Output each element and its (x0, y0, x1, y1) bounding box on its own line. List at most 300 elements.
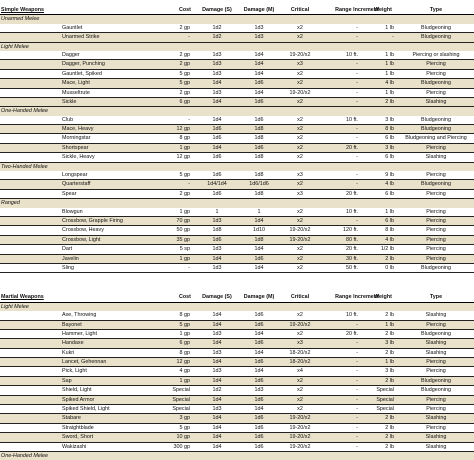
cell-damage-medium: 1d6 (254, 312, 264, 319)
cell-weight: 4 lb (385, 80, 394, 87)
cell-damage-small: 1d4 (212, 359, 222, 366)
weapon-name: Javelin (62, 255, 79, 262)
cell-damage-small: 1d4 (212, 144, 222, 151)
header-damage-medium: Damage (M) (243, 7, 275, 13)
cell-damage-medium: 1d4 (254, 70, 264, 77)
cell-range-increment: - (356, 80, 358, 87)
header-weight: Weight (374, 294, 392, 301)
cell-cost: 35 gp (176, 236, 190, 243)
cell-cost: Special (172, 387, 190, 394)
group-label-text: Two-Handed Melee (1, 163, 48, 170)
cell-damage-medium: 1d3 (254, 24, 264, 31)
table-row (0, 60, 474, 69)
table-row (0, 367, 474, 376)
cell-damage-medium: 1d6 (254, 144, 264, 151)
group-label (0, 303, 474, 311)
weapon-name: Spiked Shield, Light (62, 406, 110, 413)
cell-critical: x3 (297, 61, 303, 68)
table-row (0, 330, 474, 339)
cell-damage-type: Piercing or slashing (412, 51, 460, 58)
cell-weight: 2 lb (385, 415, 394, 422)
cell-critical: x2 (297, 24, 303, 31)
weapon-name: Crossbow, Grapple Firing (62, 217, 123, 224)
cell-weight: 2 lb (385, 424, 394, 431)
cell-damage-small: 1d4 (212, 321, 222, 328)
cell-range-increment: - (356, 172, 358, 179)
weapon-name: Crossbow, Heavy (62, 227, 104, 234)
cell-damage-small: 1d3 (212, 330, 222, 337)
cell-damage-medium: 1d4 (254, 330, 264, 337)
cell-damage-type: Slashing (425, 415, 447, 422)
cell-cost: - (188, 264, 190, 271)
cell-weight: 1 lb (385, 61, 394, 68)
cell-damage-medium: 1d3 (254, 387, 264, 394)
cell-range-increment: 50 ft. (346, 264, 358, 271)
cell-cost: 5 gp (179, 70, 190, 77)
header-critical: Critical (290, 294, 310, 301)
cell-critical: x2 (297, 154, 303, 161)
cell-damage-type: Bludgeoning (421, 377, 451, 384)
cell-weight: 1 lb (385, 359, 394, 366)
cell-cost: - (188, 34, 190, 41)
header-cost: Cost (179, 7, 191, 13)
header-damage-type: Type (429, 294, 443, 301)
cell-damage-type: Piercing (426, 61, 446, 68)
header-damage-medium: Damage (M) (243, 294, 275, 301)
cell-critical: x2 (297, 70, 303, 77)
table-row (0, 311, 474, 320)
cell-weight: 2 lb (385, 349, 394, 356)
cell-range-increment: 80 ft. (346, 236, 358, 243)
cell-weight: 2 lb (385, 377, 394, 384)
table-row (0, 377, 474, 386)
cell-range-increment: 10 ft. (346, 51, 358, 58)
cell-weight: 6 lb (385, 135, 394, 142)
cell-weight: 2 lb (385, 330, 394, 337)
group-label (0, 43, 474, 51)
cell-cost: 70 gp (176, 217, 190, 224)
cell-range-increment: - (356, 24, 358, 31)
table-row (0, 217, 474, 226)
cell-damage-type: Piercing (426, 396, 446, 403)
cell-cost: 12 gp (176, 359, 190, 366)
weapon-name: Club (62, 116, 74, 123)
table-row (0, 171, 474, 180)
cell-damage-type: Piercing (426, 255, 446, 262)
weapon-name: Longspear (62, 172, 88, 179)
group-label-text: Light Melee (1, 303, 29, 310)
cell-damage-type: Piercing (426, 406, 446, 413)
table-row (0, 51, 474, 60)
group-label (0, 199, 474, 207)
cell-weight: 4 lb (385, 236, 394, 243)
cell-cost: 6 gp (179, 340, 190, 347)
weapon-name: Sap (62, 377, 72, 384)
cell-critical: x3 (297, 340, 303, 347)
table-row (0, 321, 474, 330)
cell-critical: x4 (297, 368, 303, 375)
cell-critical: x2 (297, 396, 303, 403)
cell-damage-medium: 1d6 (254, 377, 264, 384)
cell-weight: 2 lb (385, 255, 394, 262)
cell-range-increment: - (356, 368, 358, 375)
cell-cost: 1 gp (179, 144, 190, 151)
cell-damage-medium: 1d6 (254, 415, 264, 422)
weapon-name: Kukri (62, 349, 75, 356)
cell-damage-small: 1d4 (212, 255, 222, 262)
cell-range-increment: 10 ft. (346, 208, 358, 215)
table-row (0, 33, 474, 42)
cell-damage-medium: 1d8 (254, 135, 264, 142)
cell-damage-medium: 1d6 (254, 424, 264, 431)
group-label-text: Light Melee (1, 43, 29, 50)
table-row (0, 190, 474, 199)
table-row (0, 433, 474, 442)
cell-damage-type: Piercing (426, 359, 446, 366)
cell-weight: 4 lb (385, 181, 394, 188)
cell-cost: 8 gp (179, 312, 190, 319)
cell-critical: 18-20/x2 (289, 349, 311, 356)
cell-range-increment: - (356, 396, 358, 403)
table-row (0, 116, 474, 125)
cell-damage-type: Piercing (426, 208, 446, 215)
cell-critical: 19-20/x2 (289, 434, 311, 441)
cell-critical: x2 (297, 98, 303, 105)
weapon-name: Sickle (62, 98, 77, 105)
cell-critical: 19-20/x2 (289, 236, 311, 243)
cell-weight: 1 lb (385, 51, 394, 58)
cell-damage-small: 1d4 (212, 415, 222, 422)
weapon-name: Quarterstaff (62, 181, 91, 188)
weapon-name: Mace, Light (62, 80, 90, 87)
cell-damage-small: 1d6 (212, 190, 222, 197)
group-label-text: Ranged (1, 200, 20, 207)
cell-damage-medium: 1d6 (254, 255, 264, 262)
cell-damage-medium: 1d6 (254, 116, 264, 123)
cell-weight: 6 lb (385, 190, 394, 197)
table-row (0, 79, 474, 88)
cell-damage-small: 1d6 (212, 236, 222, 243)
cell-damage-medium: 1 (257, 208, 261, 215)
header-damage-small: Damage (S) (202, 7, 232, 13)
cell-range-increment: 10 ft. (346, 116, 358, 123)
cell-weight: Special (376, 396, 394, 403)
cell-range-increment: - (356, 89, 358, 96)
cell-critical: x2 (297, 135, 303, 142)
header-critical: Critical (290, 7, 310, 13)
cell-cost: 6 gp (179, 98, 190, 105)
group-label (0, 452, 474, 460)
cell-damage-small: 1d6 (212, 154, 222, 161)
cell-cost: Special (172, 406, 190, 413)
cell-damage-small: 1d3 (212, 70, 222, 77)
cell-critical: 19-20/x2 (289, 424, 311, 431)
cell-damage-small: 1d6 (212, 172, 222, 179)
cell-damage-small: 1d3 (212, 246, 222, 253)
cell-weight: 2 lb (385, 98, 394, 105)
cell-cost: 50 gp (176, 227, 190, 234)
table-row (0, 236, 474, 245)
cell-range-increment: 20 ft. (346, 246, 358, 253)
cell-weight: 0 lb (385, 264, 394, 271)
cell-damage-medium: 1d8 (254, 126, 264, 133)
cell-damage-medium: 1d4 (254, 89, 264, 96)
cell-cost: 2 gp (179, 24, 190, 31)
cell-critical: 19-20/x2 (289, 321, 311, 328)
cell-critical: x2 (297, 377, 303, 384)
cell-range-increment: - (356, 406, 358, 413)
weapon-name: Axe, Throwing (62, 312, 97, 319)
cell-range-increment: 20 ft. (346, 190, 358, 197)
cell-critical: x2 (297, 116, 303, 123)
cell-cost: - (188, 116, 190, 123)
cell-critical: x2 (297, 80, 303, 87)
cell-damage-small: 1d3 (212, 89, 222, 96)
cell-damage-medium: 1d6 (254, 98, 264, 105)
group-label-text: One-Handed Melee (1, 452, 49, 459)
cell-range-increment: - (356, 349, 358, 356)
cell-cost: 2 gp (179, 190, 190, 197)
table-header (0, 6, 474, 15)
cell-damage-medium: 1d6 (254, 443, 264, 450)
cell-range-increment: 120 ft. (343, 227, 358, 234)
cell-range-increment: - (356, 154, 358, 161)
cell-damage-small: 1d4 (212, 377, 222, 384)
weapon-name: Spiked Armor (62, 396, 95, 403)
cell-damage-type: Slashing (425, 312, 447, 319)
table-row (0, 358, 474, 367)
cell-damage-small: 1d3 (212, 349, 222, 356)
cell-cost: - (188, 181, 190, 188)
cell-critical: x2 (297, 264, 303, 271)
table-row (0, 208, 474, 217)
header-range-increment: Range Increment (335, 7, 379, 13)
cell-weight: 9 lb (385, 172, 394, 179)
cell-damage-small: 1d4 (212, 98, 222, 105)
cell-damage-type: Piercing (426, 321, 446, 328)
cell-damage-type: Piercing (426, 190, 446, 197)
cell-damage-type: Bludgeoning (421, 126, 451, 133)
cell-damage-small: 1d4 (212, 396, 222, 403)
group-label (0, 107, 474, 115)
cell-cost: 1 gp (179, 255, 190, 262)
table-row (0, 226, 474, 235)
cell-weight: Special (376, 387, 394, 394)
table-row (0, 180, 474, 189)
cell-cost: 1 gp (179, 330, 190, 337)
header-weight: Weight (374, 7, 392, 13)
cell-weight: 2 lb (385, 434, 394, 441)
table-row (0, 424, 474, 433)
cell-range-increment: - (356, 434, 358, 441)
cell-damage-type: Piercing (426, 424, 446, 431)
cell-damage-small: 1d4 (212, 80, 222, 87)
weapon-name: Dagger (62, 51, 80, 58)
cell-damage-small: 1d4/1d4 (207, 181, 227, 188)
cell-range-increment: 20 ft. (346, 144, 358, 151)
table-row (0, 349, 474, 358)
cell-cost: 5 gp (179, 424, 190, 431)
cell-damage-medium: 1d6 (254, 396, 264, 403)
cell-critical: x3 (297, 190, 303, 197)
cell-critical: 18-20/x2 (289, 359, 311, 366)
cell-damage-medium: 1d8 (254, 236, 264, 243)
cell-damage-small: 1d3 (212, 406, 222, 413)
cell-damage-small: 1d3 (212, 61, 222, 68)
cell-damage-medium: 1d6 (254, 434, 264, 441)
weapon-name: Dart (62, 246, 73, 253)
section-title: Simple Weapons (1, 7, 45, 13)
cell-weight: 1 lb (385, 24, 394, 31)
cell-range-increment: - (356, 34, 358, 41)
weapon-table-0 (0, 6, 474, 273)
table-row (0, 405, 474, 414)
cell-weight: 3 lb (385, 144, 394, 151)
weapon-name: Shield, Light (62, 387, 92, 394)
cell-damage-small: 1d4 (212, 443, 222, 450)
cell-critical: x2 (297, 406, 303, 413)
header-range-increment: Range Increment (335, 294, 379, 301)
cell-cost: 12 gp (176, 154, 190, 161)
cell-damage-small: 1d4 (212, 340, 222, 347)
cell-critical: x2 (297, 34, 303, 41)
table-row (0, 255, 474, 264)
weapon-name: Blowgun (62, 208, 83, 215)
cell-cost: 8 gp (179, 349, 190, 356)
cell-weight: 2 lb (385, 443, 394, 450)
cell-damage-type: Bludgeoning (421, 24, 451, 31)
cell-critical: x2 (297, 312, 303, 319)
cell-damage-type: Piercing (426, 236, 446, 243)
cell-damage-small: 1d6 (212, 126, 222, 133)
cell-damage-medium: 1d4 (254, 61, 264, 68)
cell-range-increment: - (356, 387, 358, 394)
weapon-name: Spear (62, 190, 77, 197)
cell-critical: 19-20/x2 (289, 443, 311, 450)
section-title: Martial Weapons (1, 294, 44, 301)
cell-weight: 2 lb (385, 312, 394, 319)
cell-damage-type: Piercing (426, 89, 446, 96)
cell-damage-type: Slashing (425, 98, 447, 105)
cell-damage-small: 1d4 (212, 116, 222, 123)
cell-cost: 5 gp (179, 80, 190, 87)
cell-damage-medium: 1d4 (254, 51, 264, 58)
weapon-name: Lancet, Gehennan (62, 359, 107, 366)
cell-weight: 8 lb (385, 227, 394, 234)
cell-range-increment: - (356, 424, 358, 431)
weapon-name: Crossbow, Light (62, 236, 101, 243)
cell-damage-small: 1d4 (212, 424, 222, 431)
cell-range-increment: - (356, 181, 358, 188)
cell-critical: x2 (297, 144, 303, 151)
cell-critical: x2 (297, 387, 303, 394)
cell-weight: 1 lb (385, 321, 394, 328)
cell-cost: 1 gp (179, 208, 190, 215)
cell-critical: x2 (297, 208, 303, 215)
cell-critical: x2 (297, 126, 303, 133)
cell-damage-type: Piercing (426, 227, 446, 234)
cell-damage-type: Piercing (426, 70, 446, 77)
cell-range-increment: - (356, 340, 358, 347)
cell-damage-small: 1d2 (212, 387, 222, 394)
cell-damage-medium: 1d6 (254, 321, 264, 328)
cell-damage-small: 1 (215, 208, 219, 215)
cell-range-increment: - (356, 321, 358, 328)
cell-cost: 5 gp (179, 321, 190, 328)
cell-critical: x3 (297, 172, 303, 179)
cell-damage-medium: 1d8 (254, 190, 264, 197)
weapon-name: Mace, Heavy (62, 126, 94, 133)
cell-weight: 3 lb (385, 340, 394, 347)
weapon-name: Gauntlet, Spiked (62, 70, 102, 77)
cell-damage-small: 1d2 (212, 34, 222, 41)
weapon-name: Straightblade (62, 424, 94, 431)
header-cost: Cost (179, 294, 191, 301)
table-row (0, 134, 474, 143)
cell-damage-small: 1d8 (212, 227, 222, 234)
weapon-name: Handaxe (62, 340, 84, 347)
cell-cost: 5 sp (179, 246, 190, 253)
cell-damage-type: Piercing (426, 368, 446, 375)
cell-damage-medium: 1d6 (254, 80, 264, 87)
cell-range-increment: - (356, 61, 358, 68)
cell-range-increment: 30 ft. (346, 255, 358, 262)
cell-damage-medium: 1d6 (254, 340, 264, 347)
table-row (0, 144, 474, 153)
cell-damage-small: 1d6 (212, 135, 222, 142)
table-row (0, 125, 474, 134)
cell-damage-medium: 1d8 (254, 172, 264, 179)
table-row (0, 386, 474, 395)
weapon-name: Hammer, Light (62, 330, 98, 337)
cell-cost: 2 gp (179, 89, 190, 96)
cell-critical: x2 (297, 246, 303, 253)
cell-cost: 4 gp (179, 368, 190, 375)
cell-damage-medium: 1d10 (253, 227, 265, 234)
cell-critical: 19-20/x2 (289, 227, 311, 234)
cell-damage-small: 1d3 (212, 264, 222, 271)
table-row (0, 98, 474, 107)
cell-range-increment: - (356, 217, 358, 224)
cell-damage-medium: 1d4 (254, 246, 264, 253)
group-label-text: Unarmed Melee (1, 16, 40, 23)
cell-damage-type: Bludgeoning (421, 80, 451, 87)
cell-damage-medium: 1d4 (254, 264, 264, 271)
table-row (0, 414, 474, 423)
cell-cost: 5 gp (179, 172, 190, 179)
header-damage-type: Type (429, 7, 443, 13)
table-row (0, 264, 474, 273)
cell-weight: - (392, 34, 394, 41)
cell-critical: x2 (297, 181, 303, 188)
cell-weight: Special (376, 406, 394, 413)
cell-damage-type: Piercing (426, 172, 446, 179)
cell-weight: 3 lb (385, 116, 394, 123)
cell-damage-type: Bludgeoning (421, 387, 451, 394)
cell-damage-medium: 1d4 (254, 217, 264, 224)
cell-range-increment: - (356, 415, 358, 422)
cell-critical: 19-20/x2 (289, 51, 311, 58)
weapon-name: Sickle, Heavy (62, 154, 95, 161)
header-damage-small: Damage (S) (202, 294, 232, 301)
weapon-name: Morningstar (62, 135, 91, 142)
cell-weight: 8 lb (385, 126, 394, 133)
cell-weight: 1 lb (385, 208, 394, 215)
cell-damage-type: Slashing (425, 443, 447, 450)
cell-damage-medium: 1d8 (254, 154, 264, 161)
cell-cost: 300 gp (173, 443, 190, 450)
table-row (0, 89, 474, 98)
